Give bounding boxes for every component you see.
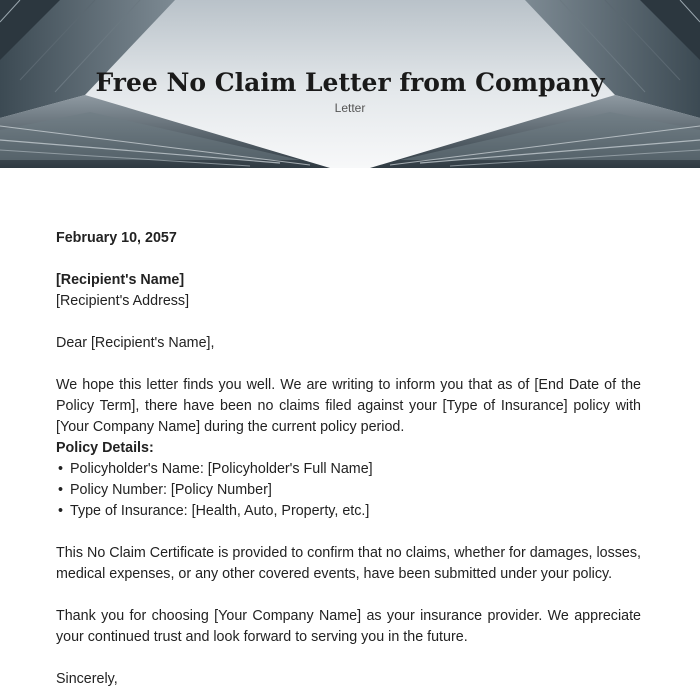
- list-item: • Policy Number: [Policy Number]: [56, 480, 641, 501]
- recipient-address: [Recipient's Address]: [56, 293, 190, 309]
- closing: Sincerely,: [56, 671, 118, 687]
- confirmation-paragraph: This No Claim Certificate is provided to confirm that no claims, whether for damages, losses, medical expenses, or any other covered events, have been submitted under your policy.: [56, 545, 641, 582]
- salutation: Dear [Recipient's Name],: [56, 335, 215, 351]
- intro-paragraph: We hope this letter finds you well. We are writing to inform you that as of [End Date of the Policy Term], there have been no claims filed against your [Type of Insurance] policy with [Your Company Name] during the current policy period.: [56, 377, 641, 435]
- document-title: Free No Claim Letter from Company: [95, 68, 605, 97]
- document-subtitle: Letter: [334, 101, 366, 115]
- thank-you-paragraph: Thank you for choosing [Your Company Name] as your insurance provider. We appreciate your continued trust and look forward to serving you in the future.: [56, 608, 641, 645]
- header-banner: [0, 0, 700, 168]
- letter-date: February 10, 2057: [56, 230, 177, 246]
- policy-details-title: Policy Details:: [56, 440, 154, 456]
- list-item: • Type of Insurance: [Health, Auto, Property, etc.]: [56, 501, 641, 522]
- list-item: • Policyholder's Name: [Policyholder's Full Name]: [56, 459, 641, 480]
- policy-details-list: [56, 459, 641, 522]
- recipient-name: [Recipient's Name]: [56, 272, 185, 288]
- letter-body: [56, 228, 641, 690]
